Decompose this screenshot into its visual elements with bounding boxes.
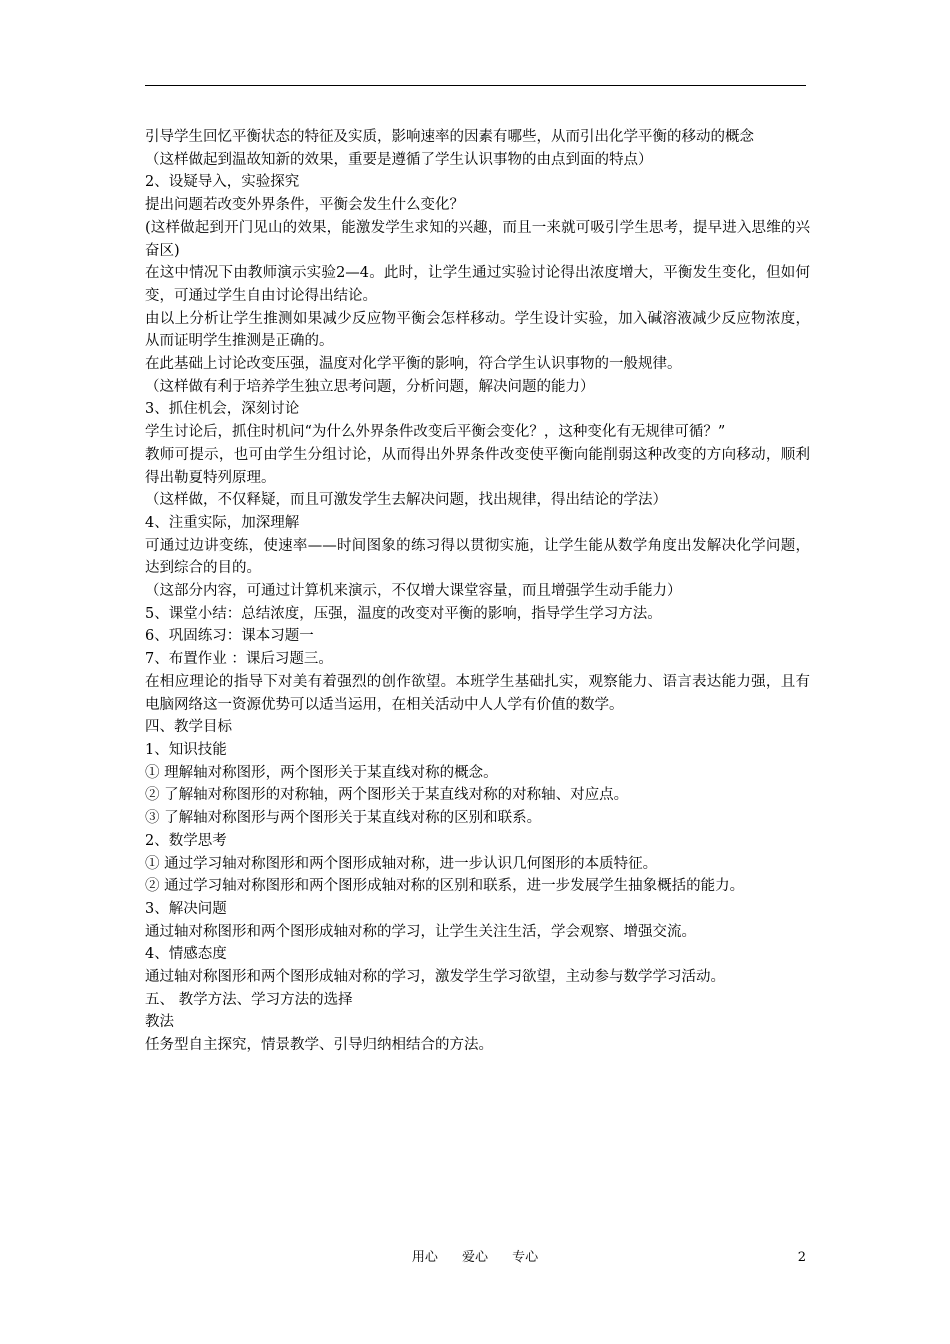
section-heading: 4、情感态度 [145,946,227,963]
list-item: ① 理解轴对称图形，两个图形关于某直线对称的概念。 [145,764,498,781]
paragraph: 通过轴对称图形和两个图形成轴对称的学习，让学生关注生活，学会观察、增强交流。 [145,923,696,940]
paragraph: 在此基础上讨论改变压强，温度对化学平衡的影响，符合学生认识事物的一般规律。 [145,356,682,373]
page-number: 2 [797,1250,806,1265]
paragraph: （这样做起到温故知新的效果，重要是遵循了学生认识事物的由点到面的特点） [145,151,653,168]
paragraph: 提出问题若改变外界条件，平衡会发生什么变化？ [145,197,464,214]
list-item: ② 了解轴对称图形的对称轴，两个图形关于某直线对称的对称轴、对应点。 [145,787,629,804]
footer-motto-3: 专心 [512,1250,539,1265]
section-heading: 1、知识技能 [145,741,227,758]
list-item: ③ 了解轴对称图形与两个图形关于某直线对称的区别和联系。 [145,810,542,827]
list-item: ① 通过学习轴对称图形和两个图形成轴对称，进一步认识几何图形的本质特征。 [145,855,658,872]
paragraph: 7、布置作业 ：课后习题三。 [145,651,333,668]
header-rule [145,85,806,86]
list-item: ② 通过学习轴对称图形和两个图形成轴对称的区别和联系，进一步发展学生抽象概括的能力。 [145,878,745,895]
section-heading: 3、解决问题 [145,900,227,917]
paragraph: 学生讨论后，抓住时机问“为什么外界条件改变后平衡会变化？，这种变化有无规律可循？” [145,424,726,441]
footer-motto [0,1250,950,1266]
section-heading: 五、 教学方法、学习方法的选择 [145,991,353,1008]
paragraph: 教师可提示，也可由学生分组讨论，从而得出外界条件改变使平衡向能削弱这种改变的方向移动，顺利得出勒夏特列原理。 [145,446,810,486]
paragraph: （这样做，不仅释疑，而且可激发学生去解决问题，找出规律，得出结论的学法） [145,492,667,509]
paragraph: 6、巩固练习：课本习题一 [145,628,314,645]
paragraph: 5、课堂小结：总结浓度，压强，温度的改变对平衡的影响，指导学生学习方法。 [145,605,662,622]
paragraph: 可通过边讲变练，使速率——时间图象的练习得以贯彻实施，让学生能从数学角度出发解决化学问题，达到综合的目的。 [145,537,810,577]
paragraph: 任务型自主探究，情景教学、引导归纳相结合的方法。 [145,1037,493,1054]
section-heading: 4、注重实际，加深理解 [145,514,300,531]
paragraph: 通过轴对称图形和两个图形成轴对称的学习，激发学生学习欲望，主动参与数学学习活动。 [145,969,725,986]
paragraph: (这样做起到开门见山的效果，能激发学生求知的兴趣，而且一来就可吸引学生思考，提早进入思维的兴奋区) [145,219,810,259]
section-heading: 四、教学目标 [145,719,232,736]
paragraph: 在这中情况下由教师演示实验2—4。此时，让学生通过实验讨论得出浓度增大，平衡发生变化，但如何变，可通过学生自由讨论得出结论。 [145,265,810,304]
section-heading: 2、数学思考 [145,832,227,849]
paragraph: （这样做有利于培养学生独立思考问题，分析问题，解决问题的能力） [145,378,595,395]
section-heading: 3、抓住机会，深刻讨论 [145,401,300,418]
paragraph: 由以上分析让学生推测如果减少反应物平衡会怎样移动。学生设计实验，加入碱溶液减少反应物浓度，从而证明学生推测是正确的。 [145,310,810,350]
section-heading: 2、设疑导入，实验探究 [145,174,300,191]
footer-motto-2: 爱心 [461,1250,488,1265]
section-heading: 教法 [145,1014,174,1031]
paragraph: 引导学生回忆平衡状态的特征及实质，影响速率的因素有哪些，从而引出化学平衡的移动的概念 [145,129,754,145]
document-body [145,126,810,1057]
paragraph: （这部分内容，可通过计算机来演示，不仅增大课堂容量，而且增强学生动手能力） [145,583,682,600]
footer-motto-1: 用心 [411,1250,438,1265]
paragraph: 在相应理论的指导下对美有着强烈的创作欲望。本班学生基础扎实，观察能力、语言表达能力强，且有电脑网络这一资源优势可以适当运用，在相关活动中人人学有价值的数学。 [145,673,810,713]
